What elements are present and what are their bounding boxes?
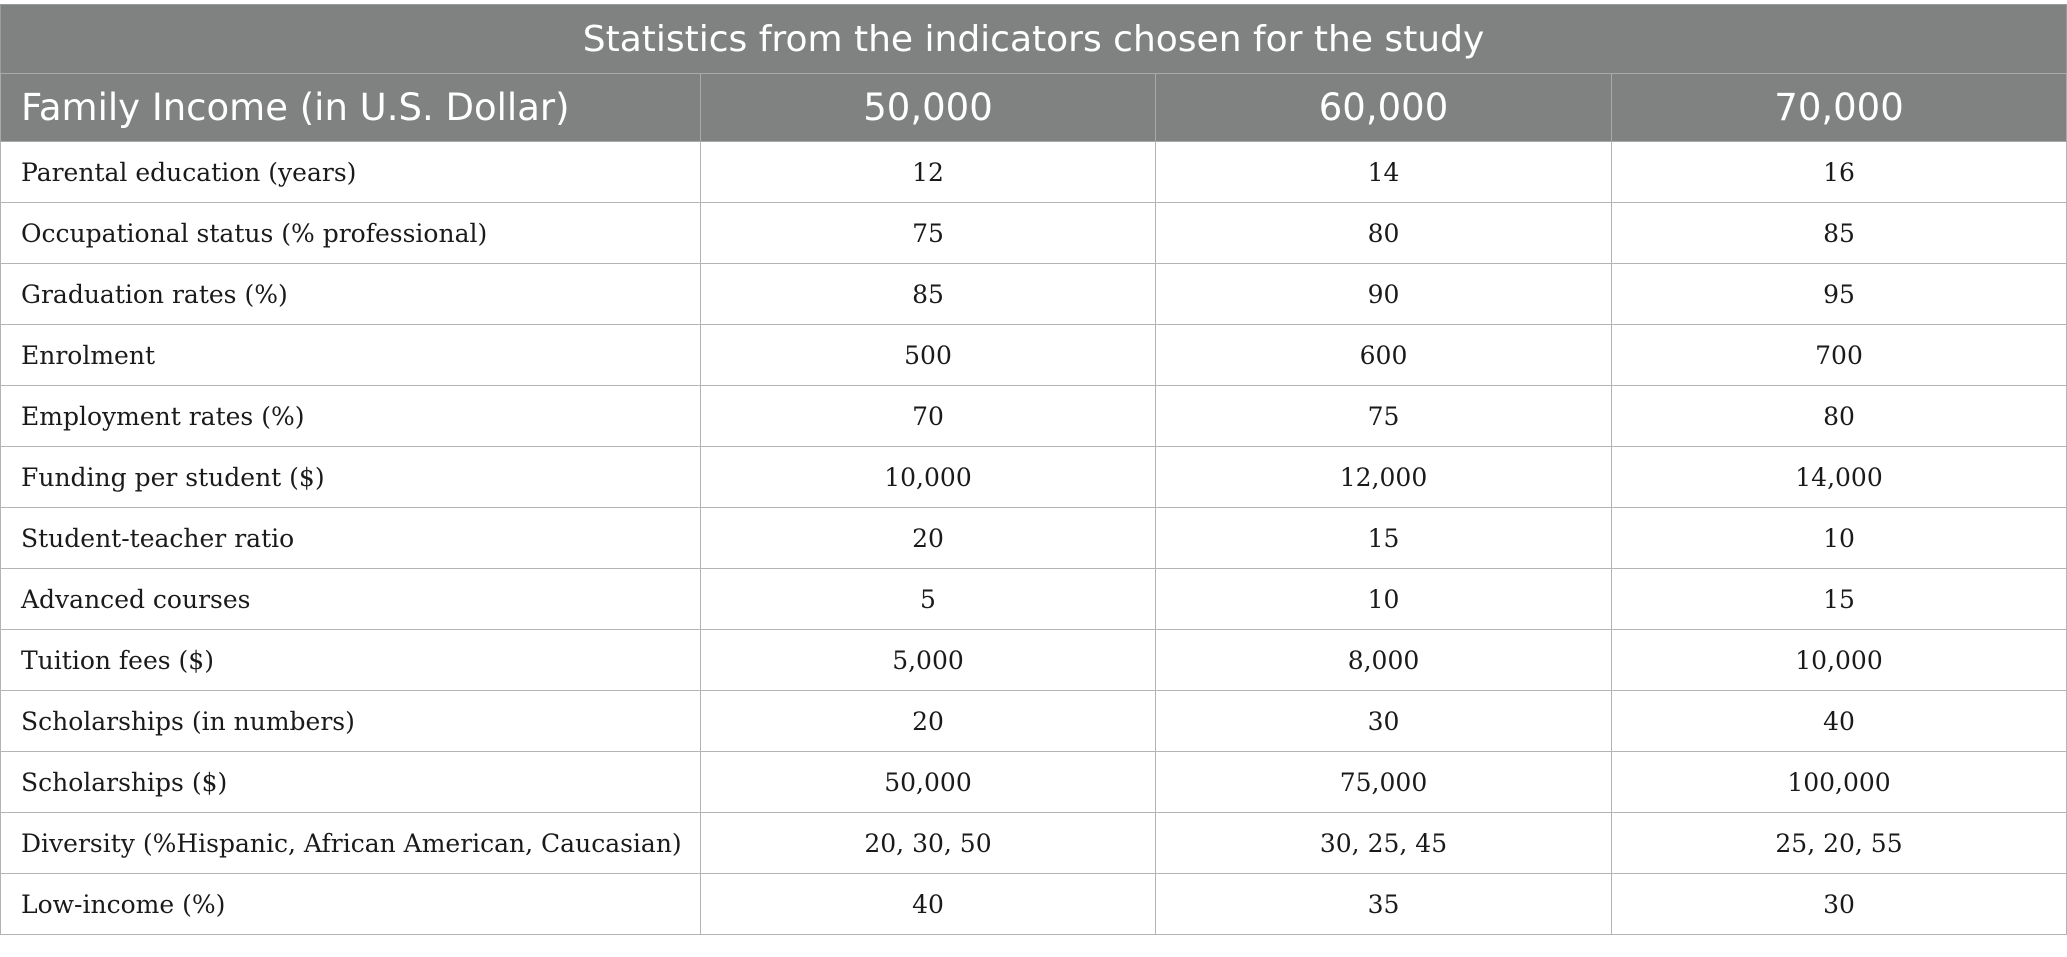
header-column-60000: 60,000 bbox=[1156, 74, 1612, 142]
table-row bbox=[1, 569, 2067, 630]
cell-value: 12,000 bbox=[1156, 447, 1612, 508]
header-column-70000: 70,000 bbox=[1612, 74, 2067, 142]
row-label: Advanced courses bbox=[1, 569, 701, 630]
row-label: Graduation rates (%) bbox=[1, 264, 701, 325]
cell-value: 85 bbox=[701, 264, 1156, 325]
table-row bbox=[1, 447, 2067, 508]
cell-value: 20 bbox=[701, 691, 1156, 752]
table-title-row bbox=[1, 5, 2067, 74]
table-row bbox=[1, 691, 2067, 752]
cell-value: 75 bbox=[701, 203, 1156, 264]
table-row bbox=[1, 630, 2067, 691]
cell-value: 35 bbox=[1156, 874, 1612, 935]
row-label: Student-teacher ratio bbox=[1, 508, 701, 569]
cell-value: 75,000 bbox=[1156, 752, 1612, 813]
cell-value: 10,000 bbox=[701, 447, 1156, 508]
cell-value: 40 bbox=[701, 874, 1156, 935]
cell-value: 500 bbox=[701, 325, 1156, 386]
row-label: Diversity (%Hispanic, African American, Caucasian) bbox=[1, 813, 701, 874]
cell-value: 700 bbox=[1612, 325, 2067, 386]
table-row bbox=[1, 386, 2067, 447]
row-label: Tuition fees ($) bbox=[1, 630, 701, 691]
statistics-table-container bbox=[0, 4, 2066, 935]
row-label: Low-income (%) bbox=[1, 874, 701, 935]
table-row bbox=[1, 508, 2067, 569]
row-label: Scholarships (in numbers) bbox=[1, 691, 701, 752]
cell-value: 5 bbox=[701, 569, 1156, 630]
cell-value: 80 bbox=[1612, 386, 2067, 447]
cell-value: 50,000 bbox=[701, 752, 1156, 813]
cell-value: 95 bbox=[1612, 264, 2067, 325]
cell-value: 12 bbox=[701, 142, 1156, 203]
cell-value: 10 bbox=[1156, 569, 1612, 630]
cell-value: 70 bbox=[701, 386, 1156, 447]
row-label: Scholarships ($) bbox=[1, 752, 701, 813]
row-label: Parental education (years) bbox=[1, 142, 701, 203]
cell-value: 75 bbox=[1156, 386, 1612, 447]
cell-value: 100,000 bbox=[1612, 752, 2067, 813]
row-label: Enrolment bbox=[1, 325, 701, 386]
cell-value: 16 bbox=[1612, 142, 2067, 203]
table-row bbox=[1, 325, 2067, 386]
cell-value: 10 bbox=[1612, 508, 2067, 569]
table-row bbox=[1, 752, 2067, 813]
cell-value: 20 bbox=[701, 508, 1156, 569]
table-row bbox=[1, 142, 2067, 203]
cell-value: 14 bbox=[1156, 142, 1612, 203]
header-column-50000: 50,000 bbox=[701, 74, 1156, 142]
table-title: Statistics from the indicators chosen for the study bbox=[1, 5, 2067, 74]
cell-value: 10,000 bbox=[1612, 630, 2067, 691]
table-row bbox=[1, 264, 2067, 325]
cell-value: 30 bbox=[1156, 691, 1612, 752]
header-family-income: Family Income (in U.S. Dollar) bbox=[1, 74, 701, 142]
cell-value: 20, 30, 50 bbox=[701, 813, 1156, 874]
cell-value: 14,000 bbox=[1612, 447, 2067, 508]
statistics-table bbox=[0, 4, 2067, 935]
cell-value: 90 bbox=[1156, 264, 1612, 325]
cell-value: 25, 20, 55 bbox=[1612, 813, 2067, 874]
cell-value: 15 bbox=[1156, 508, 1612, 569]
row-label: Employment rates (%) bbox=[1, 386, 701, 447]
table-header-row bbox=[1, 74, 2067, 142]
cell-value: 15 bbox=[1612, 569, 2067, 630]
cell-value: 40 bbox=[1612, 691, 2067, 752]
table-row bbox=[1, 874, 2067, 935]
row-label: Funding per student ($) bbox=[1, 447, 701, 508]
cell-value: 5,000 bbox=[701, 630, 1156, 691]
cell-value: 85 bbox=[1612, 203, 2067, 264]
cell-value: 8,000 bbox=[1156, 630, 1612, 691]
row-label: Occupational status (% professional) bbox=[1, 203, 701, 264]
cell-value: 600 bbox=[1156, 325, 1612, 386]
cell-value: 30 bbox=[1612, 874, 2067, 935]
table-row bbox=[1, 203, 2067, 264]
cell-value: 30, 25, 45 bbox=[1156, 813, 1612, 874]
table-row bbox=[1, 813, 2067, 874]
cell-value: 80 bbox=[1156, 203, 1612, 264]
